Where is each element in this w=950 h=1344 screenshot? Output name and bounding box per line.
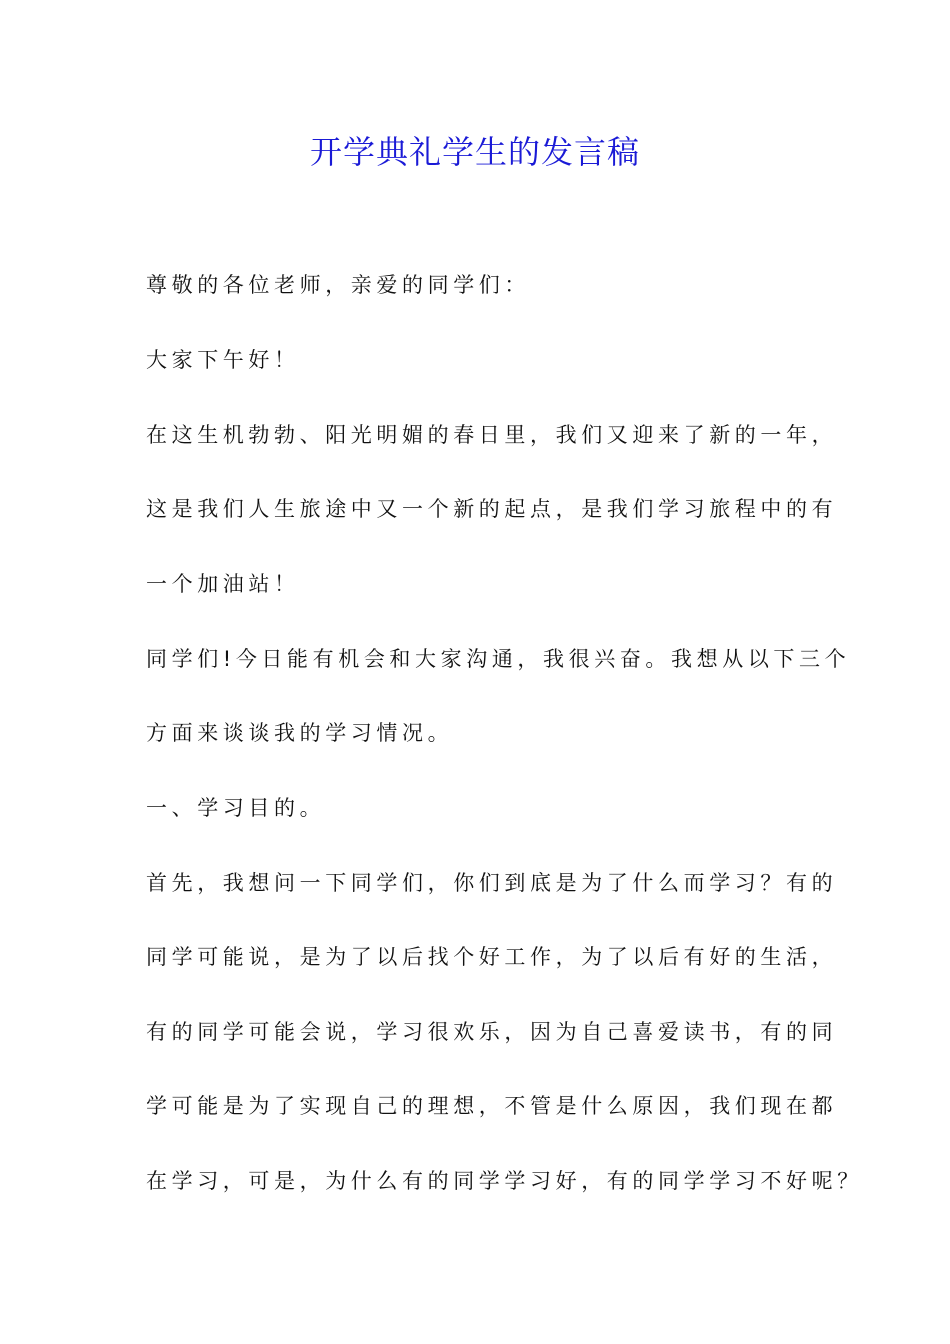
text-line: 同学们!今日能有机会和大家沟通，我很兴奋。我想从以下三个 — [146, 647, 851, 671]
text-line: 在学习，可是，为什么有的同学学习好，有的同学学习不好呢？ — [146, 1169, 863, 1193]
text-line: 学可能是为了实现自己的理想，不管是什么原因，我们现在都 — [146, 1094, 838, 1118]
text-line: 在这生机勃勃、阳光明媚的春日里，我们又迎来了新的一年， — [146, 423, 838, 447]
text-line: 尊敬的各位老师，亲爱的同学们： — [146, 273, 530, 297]
text-line: 有的同学可能会说，学习很欢乐，因为自己喜爱读书，有的同 — [146, 1020, 838, 1044]
text-line: 一个加油站！ — [146, 572, 300, 596]
text-line: 这是我们人生旅途中又一个新的起点，是我们学习旅程中的有 — [146, 497, 838, 521]
text-line: 同学可能说，是为了以后找个好工作，为了以后有好的生活， — [146, 945, 838, 969]
text-line: 大家下午好！ — [146, 348, 300, 372]
text-line: 方面来谈谈我的学习情况。 — [146, 721, 454, 745]
document-title: 开学典礼学生的发言稿 — [309, 133, 640, 171]
text-line: 首先，我想问一下同学们，你们到底是为了什么而学习？有的 — [146, 871, 838, 895]
text-line: 一、学习目的。 — [146, 796, 326, 820]
